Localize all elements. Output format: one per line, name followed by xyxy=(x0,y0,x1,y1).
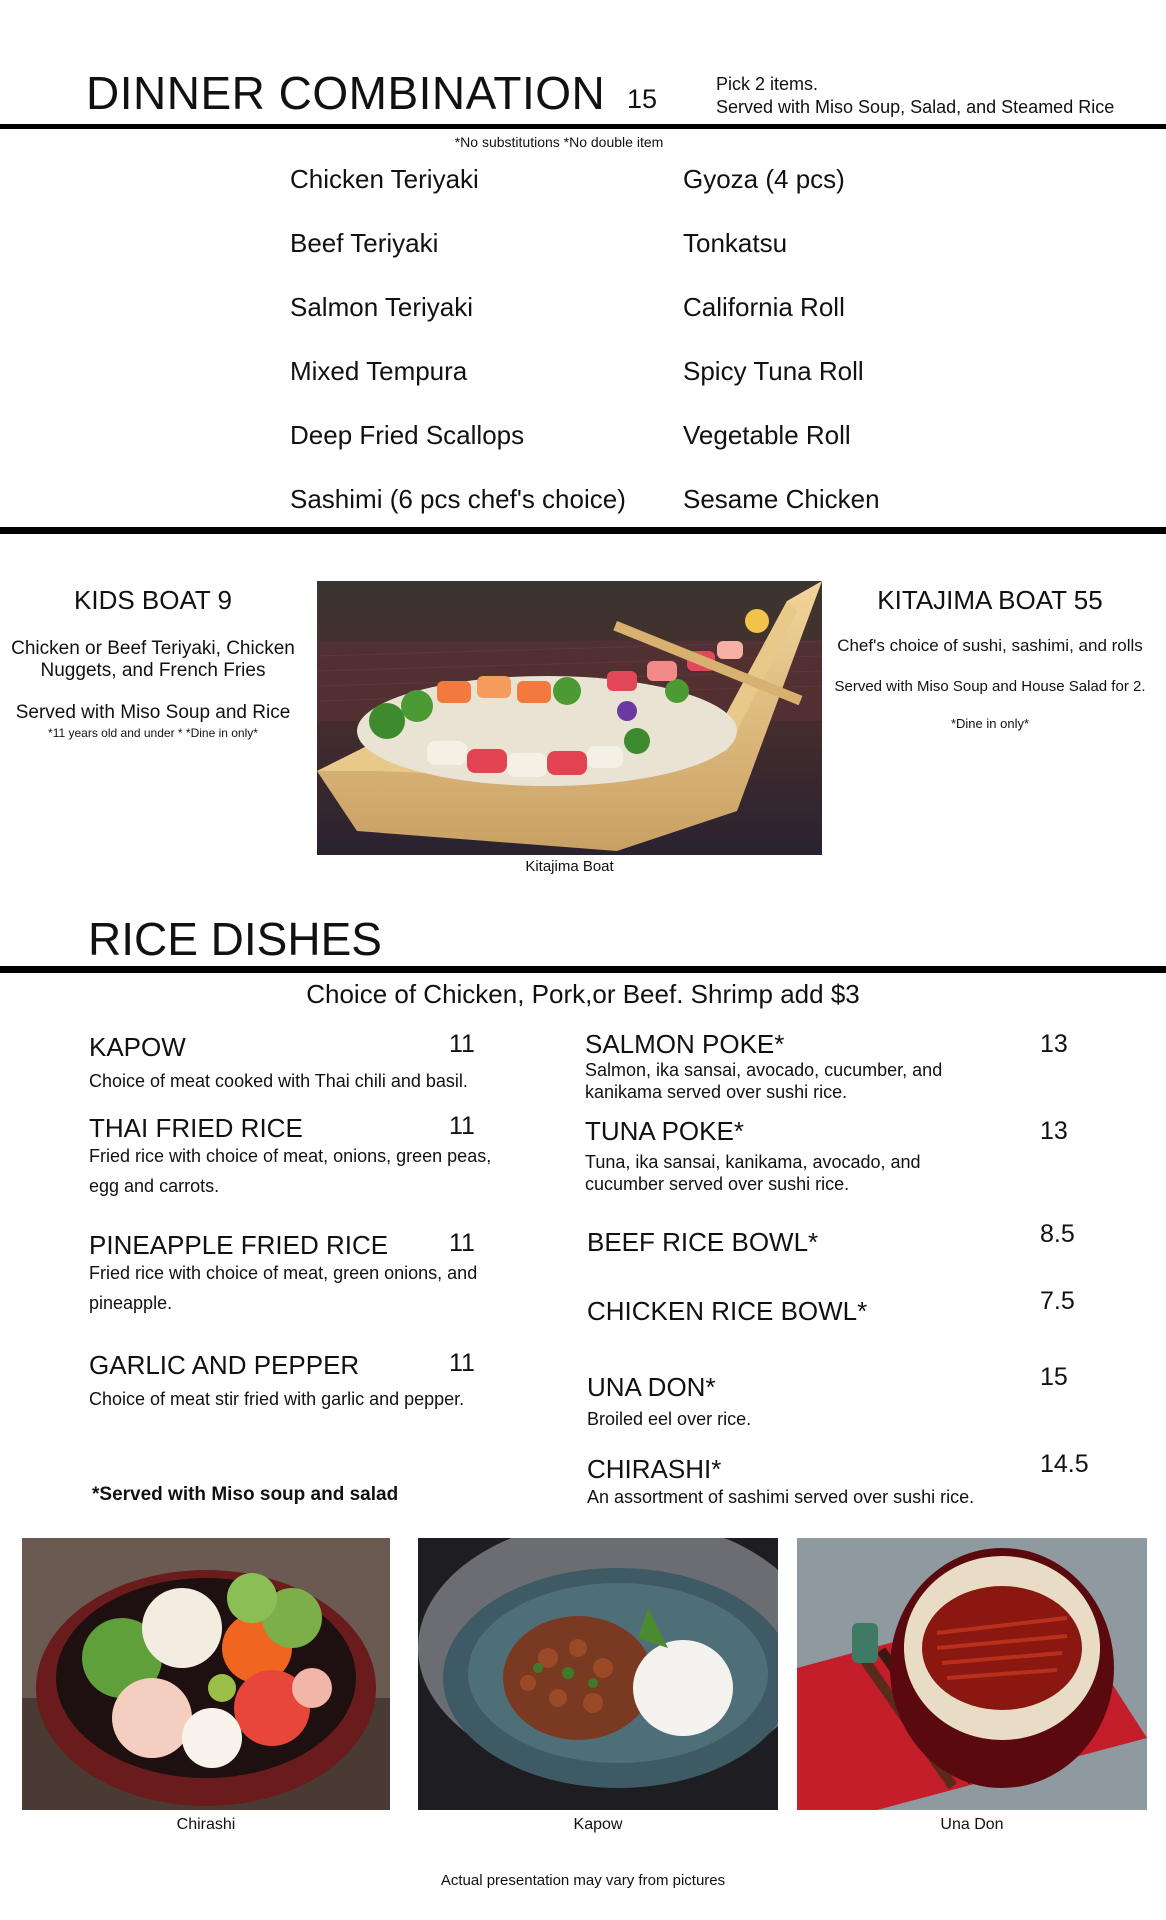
dish-price: 11 xyxy=(449,1349,475,1377)
photo-caption: Una Don xyxy=(940,1816,1004,1833)
dish-price: 8.5 xyxy=(1040,1220,1075,1248)
dish-name: BEEF RICE BOWL* xyxy=(587,1227,819,1257)
dish-price: 11 xyxy=(449,1229,475,1257)
dinner-combination-price: 15 xyxy=(627,84,658,114)
dish-description: Tuna, ika sansai, kanikama, avocado, and cucumber served over sushi rice. xyxy=(585,1152,921,1194)
una-don-photo xyxy=(797,1538,1147,1810)
combo-item: Deep Fried Scallops xyxy=(290,420,525,450)
dish-description: Fried rice with choice of meat, green onions, and pineapple. xyxy=(89,1263,478,1313)
dish-name: SALMON POKE* xyxy=(585,1029,785,1059)
kitajima-boat-description: Chef's choice of sushi, sashimi, and rolls xyxy=(837,636,1143,655)
dish-name: PINEAPPLE FRIED RICE xyxy=(89,1230,389,1260)
kitajima-boat-photo xyxy=(317,581,822,855)
kids-boat-description: Chicken or Beef Teriyaki, Chicken Nuggets, and French Fries xyxy=(11,638,295,681)
combo-item: Beef Teriyaki xyxy=(290,228,439,258)
chirashi-photo xyxy=(22,1538,390,1810)
dish-price: 13 xyxy=(1040,1117,1068,1145)
dish-description: Choice of meat stir fried with garlic and pepper. xyxy=(89,1389,465,1409)
dish-description: An assortment of sashimi served over sushi rice. xyxy=(587,1487,975,1507)
kapow-photo xyxy=(418,1538,778,1810)
kids-boat-title: KIDS BOAT 9 xyxy=(74,585,232,615)
dish-price: 11 xyxy=(449,1030,475,1058)
combo-item: Gyoza (4 pcs) xyxy=(683,164,845,194)
kitajima-boat-note: *Dine in only* xyxy=(950,716,1030,731)
divider xyxy=(0,124,1166,129)
combo-item: Sashimi (6 pcs chef's choice) xyxy=(290,484,626,514)
combo-item: Salmon Teriyaki xyxy=(290,292,474,322)
combo-item: Sesame Chicken xyxy=(683,484,880,514)
combo-item: Vegetable Roll xyxy=(683,420,851,450)
combo-item: Spicy Tuna Roll xyxy=(683,356,864,386)
combo-item: Tonkatsu xyxy=(683,228,788,258)
kids-boat-served: Served with Miso Soup and Rice xyxy=(15,702,291,723)
dish-name: GARLIC AND PEPPER xyxy=(89,1350,360,1380)
dish-name: THAI FRIED RICE xyxy=(89,1113,303,1143)
boat-photo-caption: Kitajima Boat xyxy=(525,858,614,875)
dish-name: TUNA POKE* xyxy=(585,1116,744,1146)
dinner-combination-title: DINNER COMBINATION xyxy=(86,67,606,119)
dish-price: 11 xyxy=(449,1112,475,1140)
dish-description: Broiled eel over rice. xyxy=(587,1409,752,1429)
combo-item: Mixed Tempura xyxy=(290,356,468,386)
dish-name: CHICKEN RICE BOWL* xyxy=(587,1296,868,1326)
disclaimer: Actual presentation may vary from pictures xyxy=(440,1872,726,1889)
dish-description: Choice of meat cooked with Thai chili and basil. xyxy=(89,1071,468,1091)
served-with: Served with Miso Soup, Salad, and Steamed Rice xyxy=(716,97,1115,117)
divider xyxy=(0,527,1166,534)
kids-boat-note: *11 years old and under * *Dine in only* xyxy=(48,726,258,740)
combo-item: California Roll xyxy=(683,292,845,322)
dinner-combination-info xyxy=(716,73,1156,119)
kitajima-boat-title: KITAJIMA BOAT 55 xyxy=(877,585,1103,615)
dish-description: Salmon, ika sansai, avocado, cucumber, and kanikama served over sushi rice. xyxy=(585,1060,943,1102)
dish-description: Fried rice with choice of meat, onions, green peas, egg and carrots. xyxy=(89,1146,492,1196)
served-with-note: *Served with Miso soup and salad xyxy=(92,1484,399,1505)
kitajima-boat-served: Served with Miso Soup and House Salad for 2. xyxy=(834,678,1146,695)
dish-price: 7.5 xyxy=(1040,1287,1075,1315)
divider xyxy=(0,966,1166,973)
rice-meat-choice: Choice of Chicken, Pork,or Beef. Shrimp add $3 xyxy=(306,979,860,1009)
dish-name: KAPOW xyxy=(89,1032,186,1062)
dish-price: 14.5 xyxy=(1040,1450,1089,1478)
dish-name: UNA DON* xyxy=(587,1372,716,1402)
photo-caption: Kapow xyxy=(573,1816,623,1833)
dinner-note: *No substitutions *No double item xyxy=(454,134,664,150)
pick-instruction: Pick 2 items. xyxy=(716,74,819,94)
dish-name: CHIRASHI* xyxy=(587,1454,722,1484)
dish-price: 15 xyxy=(1040,1363,1068,1391)
dish-price: 13 xyxy=(1040,1030,1068,1058)
combo-item: Chicken Teriyaki xyxy=(290,164,479,194)
photo-caption: Chirashi xyxy=(176,1816,236,1833)
rice-dishes-title: RICE DISHES xyxy=(88,913,382,965)
